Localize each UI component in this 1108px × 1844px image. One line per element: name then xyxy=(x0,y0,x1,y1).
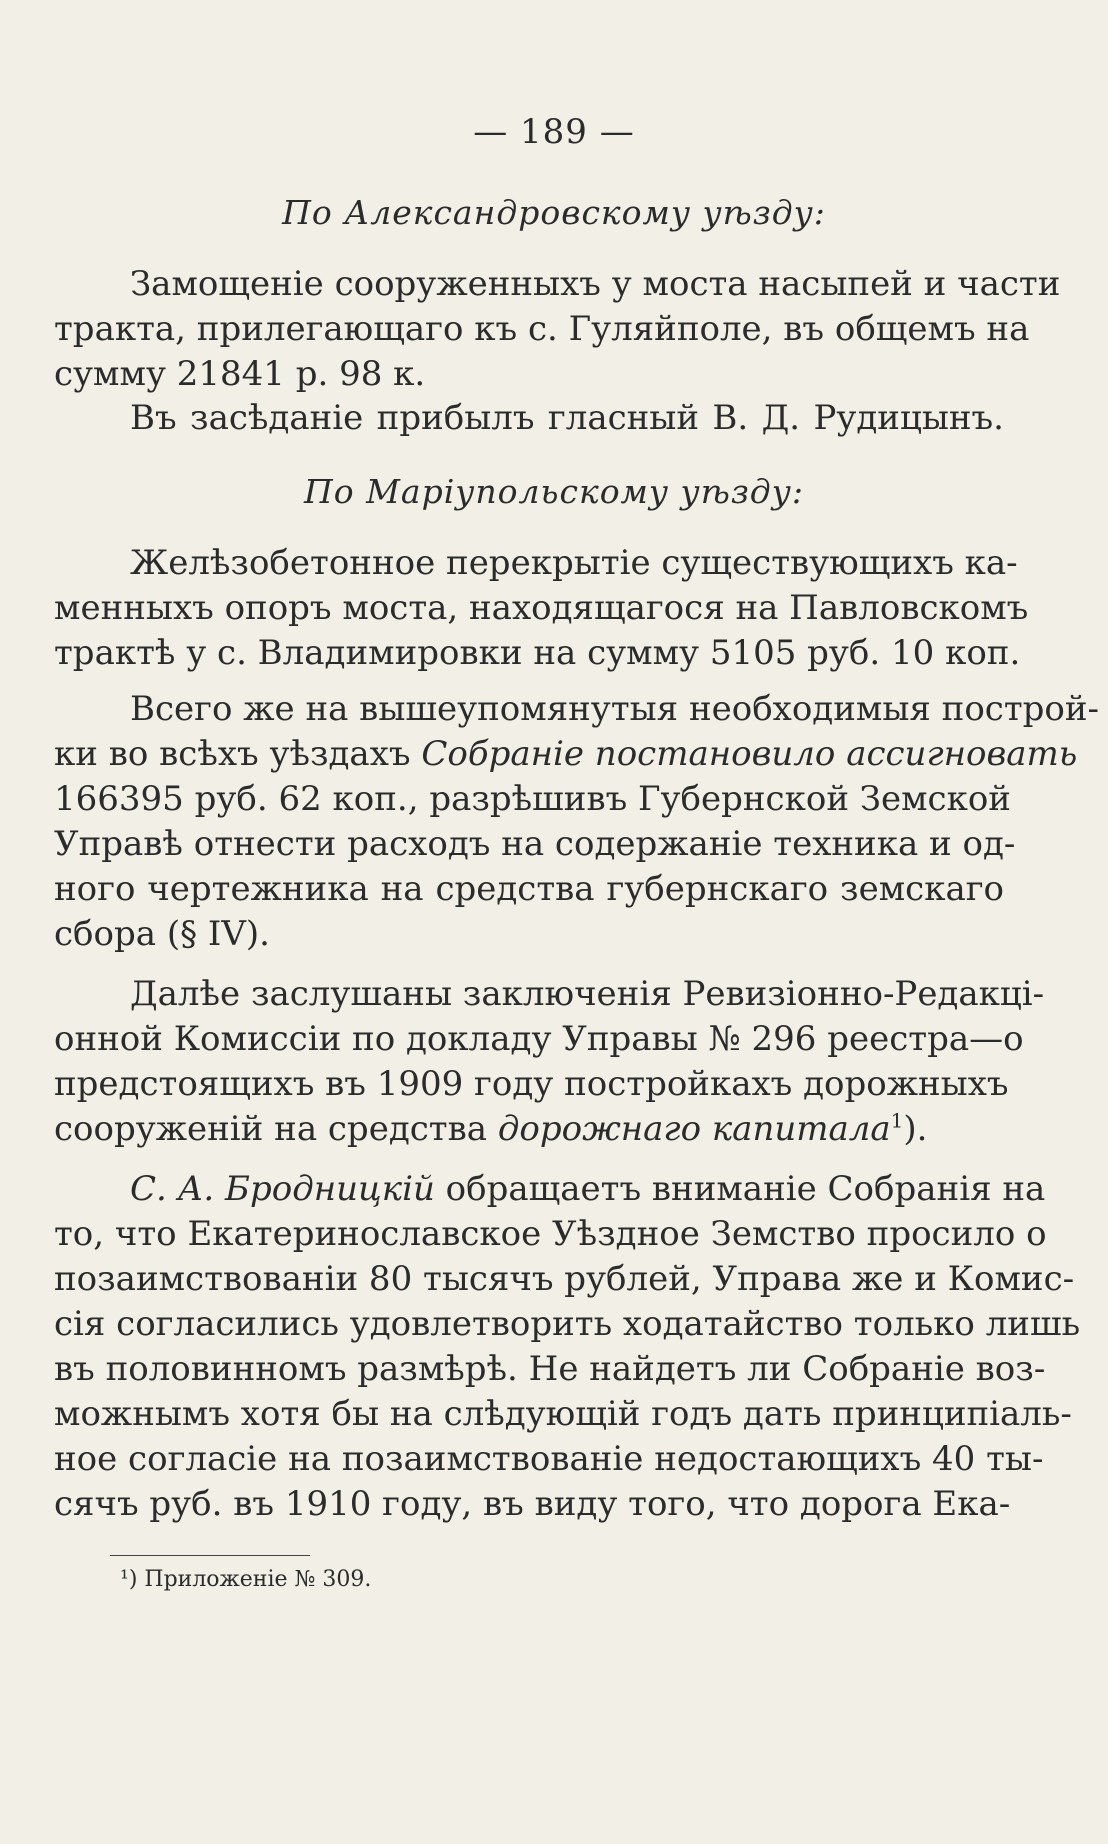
text-line: Въ засѣданіе прибылъ гласный В. Д. Рудицынъ. xyxy=(130,398,1004,438)
text-line: предстоящихъ въ 1909 году постройкахъ дорожныхъ xyxy=(54,1064,1009,1104)
text-line: Далѣе заслушаны заключенія Ревизіонно-Редакці- xyxy=(130,974,1045,1014)
text-segment: сооруженій на средства xyxy=(54,1109,488,1149)
heading-mariupolsky: По Маріупольскому уѣзду: xyxy=(303,472,804,511)
page-number: — 189 — xyxy=(473,112,635,152)
text-line: Управѣ отнести расходъ на содержаніе техника и од- xyxy=(54,824,1016,864)
text-line: Желѣзобетонное перекрытіе существующихъ ка- xyxy=(130,543,1018,583)
text-line xyxy=(130,1169,1046,1209)
text-line: позаимствованіи 80 тысячъ рублей, Управа же и Комис- xyxy=(54,1259,1075,1299)
text-line: сумму 21841 р. 98 к. xyxy=(54,354,426,394)
italic-segment: С. А. Бродницкій xyxy=(130,1169,435,1209)
text-line: можнымъ хотя бы на слѣдующій годъ дать принципіаль- xyxy=(54,1394,1072,1434)
heading-aleksandrovsky: По Александровскому уѣзду: xyxy=(282,193,826,232)
text-line xyxy=(54,1109,1004,1149)
text-line: то, что Екатеринославское Уѣздное Земство просило о xyxy=(54,1214,1047,1254)
footnote-divider xyxy=(110,1555,310,1556)
text-line: сбора (§ IV). xyxy=(54,914,270,954)
text-segment: ). xyxy=(903,1109,928,1149)
italic-segment: Собраніе постановило ассигновать xyxy=(421,734,1078,774)
text-line: трактѣ у с. Владимировки на сумму 5105 руб. 10 коп. xyxy=(54,633,1021,673)
text-line: Всего же на вышеупомянутыя необходимыя построй- xyxy=(130,689,1100,729)
text-line: менныхъ опоръ моста, находящагося на Павловскомъ xyxy=(54,588,1029,628)
italic-segment: дорожнаго капитала xyxy=(497,1109,891,1149)
text-segment: ки во всѣхъ уѣздахъ xyxy=(54,734,411,774)
text-line: ного чертежника на средства губернскаго земскаго xyxy=(54,869,1004,909)
text-line: ное согласіе на позаимствованіе недостающихъ 40 ты- xyxy=(54,1439,1044,1479)
text-line: сячъ руб. въ 1910 году, въ виду того, что дорога Ека- xyxy=(54,1484,1011,1524)
text-line: 166395 руб. 62 коп., разрѣшивъ Губернской Земской xyxy=(54,779,1011,819)
text-line xyxy=(54,734,1078,774)
text-line: сія согласились удовлетворить ходатайство только лишь xyxy=(54,1304,1081,1344)
text-line: Замощеніе сооруженныхъ у моста насыпей и части xyxy=(130,264,1061,304)
footnote-marker: 1 xyxy=(890,1108,904,1133)
text-segment: обращаетъ вниманіе Собранія на xyxy=(445,1169,1046,1209)
text-line: тракта, прилегающаго къ с. Гуляйполе, въ общемъ на xyxy=(54,309,1030,349)
text-line: въ половинномъ размѣрѣ. Не найдетъ ли Собраніе воз- xyxy=(54,1349,1046,1389)
text-line: онной Комиссіи по докладу Управы № 296 реестра—о xyxy=(54,1019,1024,1059)
footnote: ¹) Приложеніе № 309. xyxy=(120,1567,372,1592)
